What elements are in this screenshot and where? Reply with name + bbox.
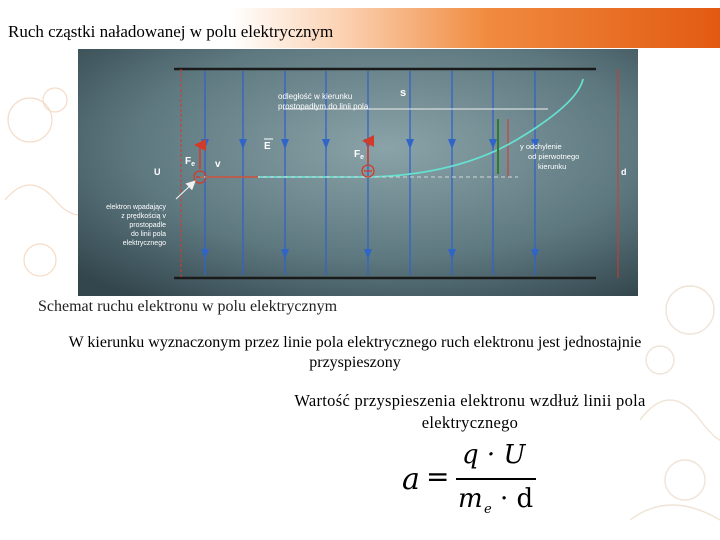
- formula-equals: =: [426, 460, 450, 493]
- label-deflection-line2: od pierwotnego: [528, 152, 580, 161]
- formula-denominator-m: m: [458, 484, 483, 514]
- svg-text:elektron wpadający: elektron wpadający: [106, 204, 166, 211]
- label-fe-mid: $F_e$: [354, 149, 365, 161]
- formula-numerator: q · U: [462, 440, 526, 470]
- formula-denominator-rest: · d: [500, 484, 534, 514]
- svg-text:z prędkością v: z prędkością v: [121, 213, 166, 220]
- diagram-caption: Schemat ruchu elektronu w polu elektrycznym: [38, 298, 338, 315]
- label-u: U: [154, 167, 161, 177]
- photo-background: [78, 49, 638, 296]
- paragraph-acceleration: Wartość przyspieszenia elektronu wzdłuż linii pola elektrycznego: [294, 391, 646, 432]
- label-deflection-line1: y odchylenie: [520, 142, 562, 151]
- decorative-swirls-left: [0, 60, 78, 320]
- formula-denominator-sub: e: [484, 502, 492, 517]
- svg-text:prostopadle: prostopadle: [129, 222, 166, 229]
- label-fe-start: $F_e$: [185, 156, 196, 168]
- label-e-vec: E: [264, 141, 271, 152]
- label-deflection-line3: kierunku: [538, 162, 567, 171]
- svg-text:elektrycznego: elektrycznego: [122, 240, 166, 247]
- paragraph-motion: W kierunku wyznaczonym przez linie pola elektrycznego ruch elektronu jest jednostajnie przyspieszony: [68, 334, 642, 371]
- label-v: v: [215, 159, 221, 170]
- label-d: d: [621, 167, 627, 177]
- acceleration-formula: [400, 440, 550, 530]
- label-s: s: [400, 87, 407, 99]
- label-distance-line2: prostopadłym do linii pola: [278, 102, 369, 111]
- svg-text:do linii pola: do linii pola: [130, 231, 166, 238]
- label-distance-line1: odległość w kierunku: [278, 92, 353, 101]
- electron-field-diagram: [78, 49, 638, 296]
- formula-lhs: a: [402, 462, 420, 497]
- fraction-bar: [456, 478, 536, 480]
- slide-title: Ruch cząstki naładowanej w polu elektrycznym: [8, 22, 334, 41]
